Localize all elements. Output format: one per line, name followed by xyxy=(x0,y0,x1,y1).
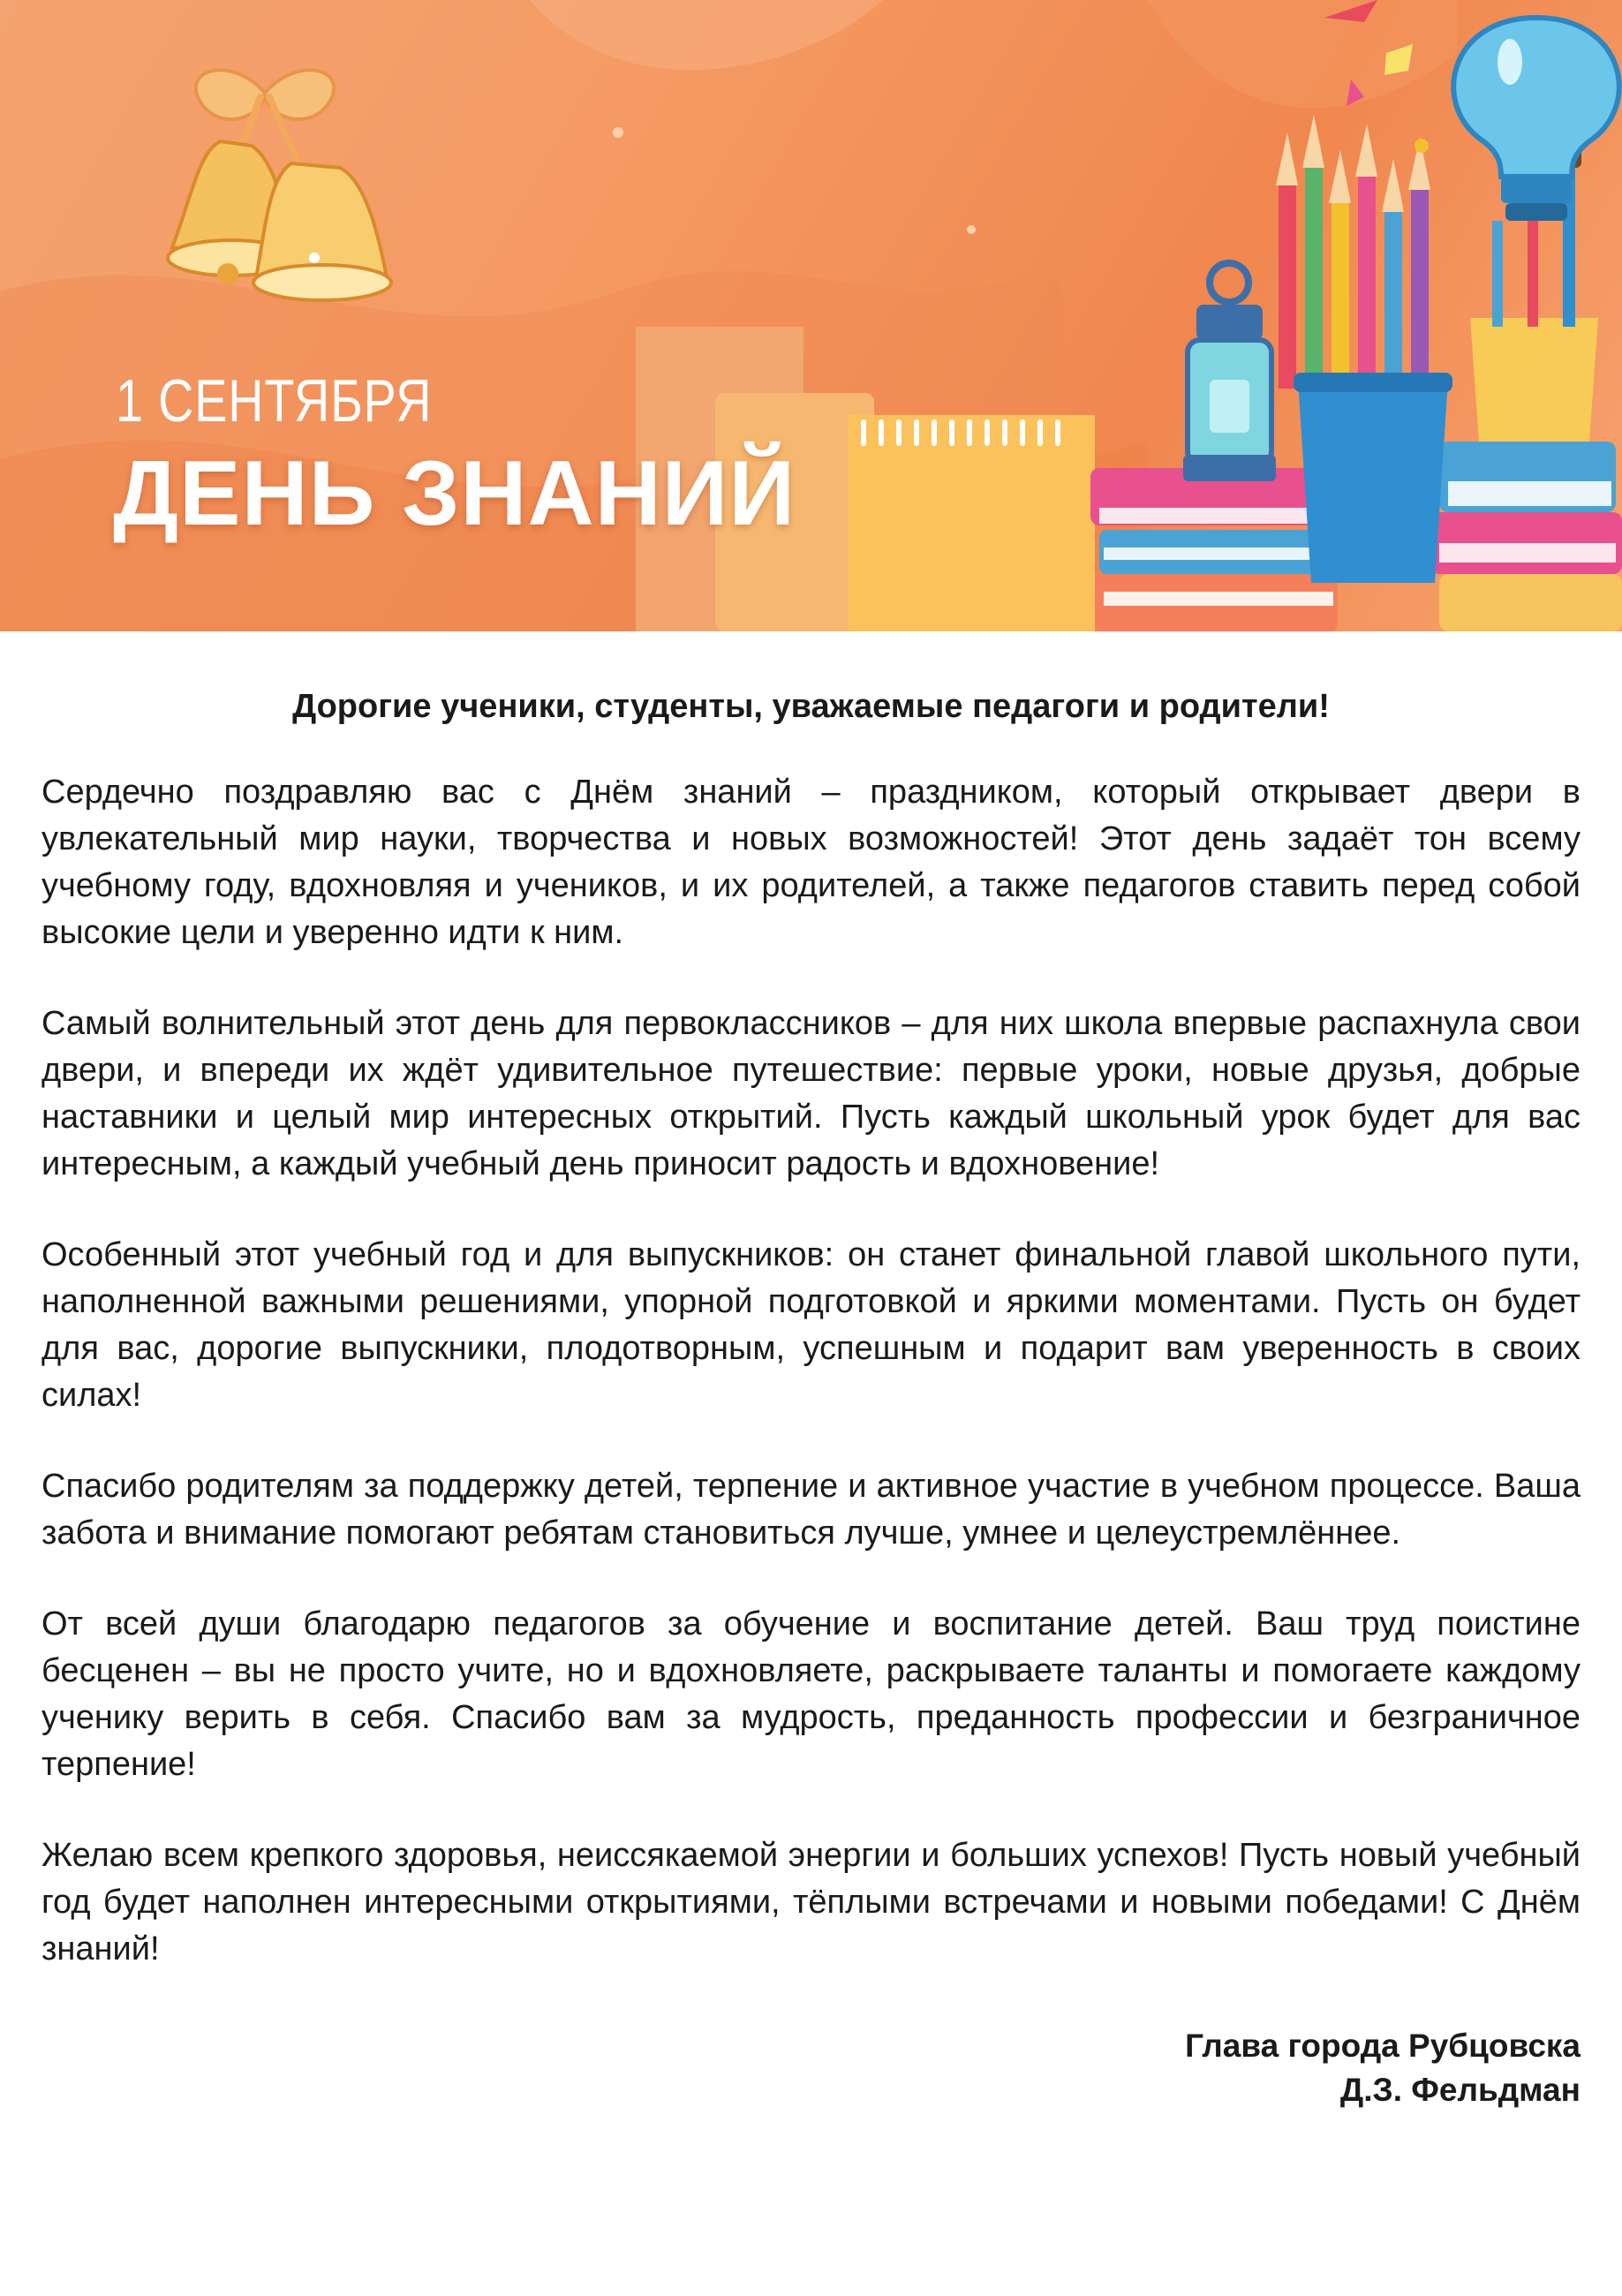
signature-block xyxy=(41,2024,1581,2112)
header-banner xyxy=(0,0,1622,631)
letter-paragraph: Особенный этот учебный год и для выпускников: он станет финальной главой школьного пути, наполненной важными решениями, упорной подготовкой и яркими моментами. Пусть он будет для вас, дорогие выпускники, плодотворным, успешным и подарит вам уверенность в своих силах! xyxy=(41,1236,1581,1414)
banner-date: 1 СЕНТЯБРЯ xyxy=(116,367,433,434)
lantern-illustration xyxy=(1183,263,1276,481)
signature-name: Д.З. Фельдман xyxy=(1339,2072,1581,2108)
letter-greeting: Дорогие ученики, студенты, уважаемые педагоги и родители! xyxy=(292,688,1330,725)
letter-paragraph: Самый волнительный этот день для первоклассников – для них школа впервые распахнула свои двери, и впереди их ждёт удивительное путешествие: первые уроки, новые друзья, добрые наставники и целый мир интересных открытий. Пусть каждый школьный урок будет для вас интересным, а каждый учебный день приносит радость и вдохновение! xyxy=(41,1005,1581,1182)
letter-body xyxy=(0,684,1622,2112)
signature-position: Глава города Рубцовска xyxy=(1185,2028,1581,2064)
wave-shape xyxy=(530,0,883,70)
letter-paragraph: От всей души благодарю педагогов за обучение и воспитание детей. Ваш труд поистине бесценен – вы не просто учите, но и вдохновляете, раскрываете таланты и помогаете каждому ученику верить в себя. Спасибо вам за мудрость, преданность профессии и безграничное терпение! xyxy=(41,1605,1581,1783)
banner-title: ДЕНЬ ЗНАНИЙ xyxy=(113,442,796,545)
light-bulb-illustration xyxy=(1453,18,1619,221)
bells-icon xyxy=(168,70,391,300)
letter-paragraph: Сердечно поздравляю вас с Днём знаний – праздником, который открывает двери в увлекательный мир науки, творчества и новых возможностей! Этот день задаёт тон всему учебному году, вдохновляя и учеников, и их родителей, а также педагогов ставить перед собой высокие цели и уверенно идти к ним. xyxy=(41,774,1581,951)
letter-paragraph: Спасибо родителям за поддержку детей, терпение и активное участие в учебном процессе. Ваша забота и внимание помогают ребятам становиться лучше, умнее и целеустремлённее. xyxy=(41,1468,1581,1552)
letter-paragraph: Желаю всем крепкого здоровья, неиссякаемой энергии и больших успехов! Пусть новый учебный год будет наполнен интересными открытиями, тёплыми встречами и новыми победами! С Днём знаний! xyxy=(41,1837,1581,1967)
